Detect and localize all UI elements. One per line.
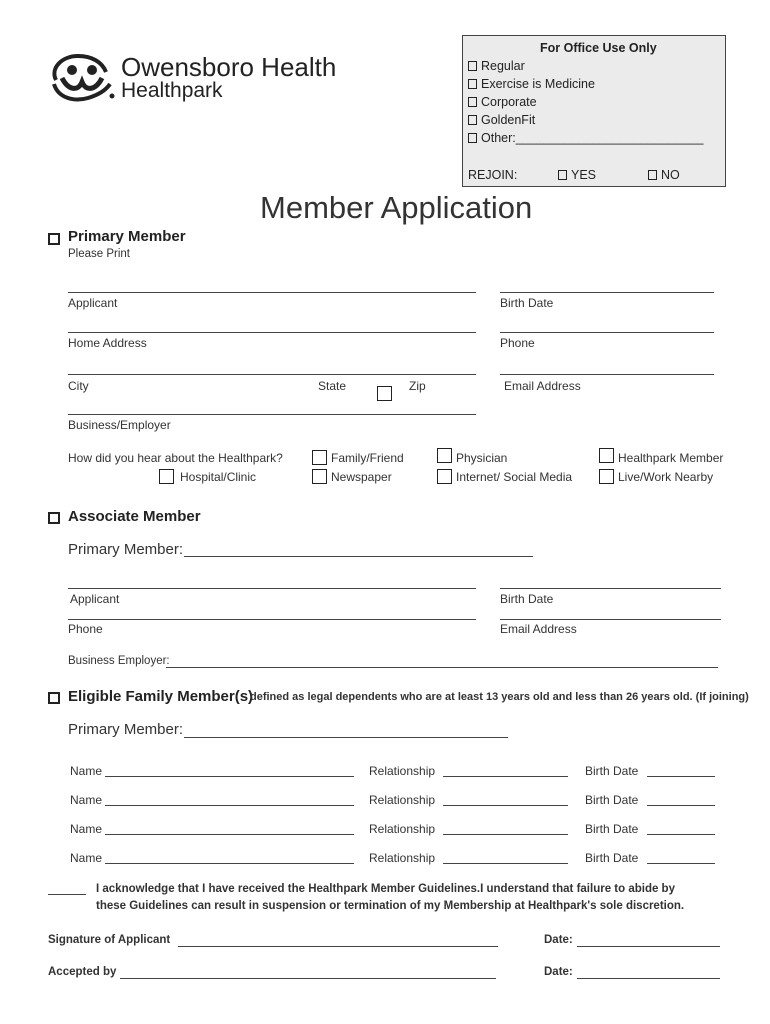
- healthpark-member-checkbox[interactable]: [599, 448, 614, 463]
- accepted-by-field[interactable]: [120, 978, 496, 979]
- family-birth-date-label: Birth Date: [585, 822, 639, 836]
- associate-phone-field[interactable]: [68, 619, 476, 620]
- checkbox[interactable]: [468, 97, 477, 107]
- checkbox[interactable]: [468, 61, 477, 71]
- hear-about-question: How did you hear about the Healthpark?: [68, 451, 283, 465]
- family-name-label: Name: [70, 822, 103, 836]
- signature-label: Signature of Applicant: [48, 934, 171, 946]
- family-name-label: Name: [70, 851, 103, 865]
- business-employer-label: Business/Employer: [68, 418, 171, 432]
- family-primary-member-field[interactable]: [184, 737, 508, 738]
- primary-member-checkbox[interactable]: [48, 233, 60, 245]
- associate-applicant-field[interactable]: [68, 588, 476, 589]
- please-print-note: Please Print: [68, 248, 131, 260]
- newspaper-checkbox[interactable]: [312, 469, 327, 484]
- family-primary-member-label: Primary Member:: [68, 721, 184, 738]
- checkbox[interactable]: [558, 170, 567, 180]
- email-label: Email Address: [504, 379, 581, 393]
- office-rejoin-label: REJOIN:: [468, 168, 518, 182]
- checkbox[interactable]: [468, 133, 477, 143]
- primary-member-heading: Primary Member: [68, 228, 186, 245]
- family-birth-date-field[interactable]: [647, 776, 715, 777]
- internet-social-label: Internet/ Social Media: [456, 470, 573, 484]
- option-label: NO: [661, 168, 680, 182]
- live-work-nearby-checkbox[interactable]: [599, 469, 614, 484]
- associate-birth-date-label: Birth Date: [500, 592, 554, 606]
- associate-phone-label: Phone: [68, 622, 103, 636]
- option-label: Other:___________________________: [481, 131, 704, 145]
- associate-member-checkbox[interactable]: [48, 512, 60, 524]
- option-label: Regular: [481, 59, 525, 73]
- family-members-checkbox[interactable]: [48, 692, 60, 704]
- healthpark-logo-icon: [48, 50, 118, 104]
- city-label: City: [68, 379, 89, 393]
- accepted-date-label: Date:: [544, 966, 573, 978]
- family-relationship-label: Relationship: [369, 851, 436, 865]
- hospital-clinic-checkbox[interactable]: [159, 469, 174, 484]
- family-birth-date-field[interactable]: [647, 805, 715, 806]
- phone-label: Phone: [500, 336, 535, 350]
- family-relationship-field[interactable]: [443, 834, 568, 835]
- logo-name-line2: Healthpark: [121, 79, 223, 102]
- family-members-description: defined as legal dependents who are at least 13 years old and less than 26 years old. (If joining): [250, 691, 749, 703]
- birth-date-field[interactable]: [500, 292, 714, 293]
- physician-label: Physician: [456, 451, 508, 465]
- applicant-label: Applicant: [68, 296, 118, 310]
- live-work-nearby-label: Live/Work Nearby: [618, 470, 714, 484]
- associate-email-field[interactable]: [500, 619, 721, 620]
- family-birth-date-field[interactable]: [647, 834, 715, 835]
- family-friend-checkbox[interactable]: [312, 450, 327, 465]
- associate-birth-date-field[interactable]: [500, 588, 721, 589]
- phone-field[interactable]: [500, 332, 714, 333]
- option-label: Corporate: [481, 95, 537, 109]
- family-birth-date-label: Birth Date: [585, 764, 639, 778]
- acknowledge-text-line2: these Guidelines can result in suspension or termination of my Membership at Healthpark's sole discretion.: [96, 900, 685, 912]
- associate-primary-member-field[interactable]: [184, 556, 533, 557]
- option-label: GoldenFit: [481, 113, 536, 127]
- family-relationship-field[interactable]: [443, 863, 568, 864]
- logo: [48, 50, 348, 104]
- office-use-title: For Office Use Only: [540, 41, 657, 55]
- healthpark-member-label: Healthpark Member: [618, 451, 724, 465]
- family-relationship-field[interactable]: [443, 776, 568, 777]
- office-use-box: [462, 35, 726, 187]
- associate-business-field[interactable]: [166, 667, 718, 668]
- zip-label: Zip: [409, 379, 426, 393]
- associate-member-heading: Associate Member: [68, 508, 201, 525]
- option-label: Exercise is Medicine: [481, 77, 595, 91]
- checkbox[interactable]: [468, 115, 477, 125]
- family-name-field[interactable]: [105, 776, 354, 777]
- family-name-label: Name: [70, 764, 103, 778]
- internet-social-checkbox[interactable]: [437, 469, 452, 484]
- checkbox[interactable]: [648, 170, 657, 180]
- office-option-exercise[interactable]: [468, 77, 595, 91]
- family-relationship-label: Relationship: [369, 793, 436, 807]
- associate-applicant-label: Applicant: [70, 592, 120, 606]
- home-address-field[interactable]: [68, 332, 476, 333]
- family-name-field[interactable]: [105, 834, 354, 835]
- business-employer-field[interactable]: [68, 414, 476, 415]
- family-members-heading: Eligible Family Member(s): [68, 688, 254, 705]
- associate-business-label: Business Employer:: [68, 655, 170, 667]
- logo-name-line1: Owensboro Health: [121, 52, 337, 82]
- office-option-other[interactable]: [468, 131, 703, 145]
- family-birth-date-label: Birth Date: [585, 851, 639, 865]
- checkbox[interactable]: [468, 79, 477, 89]
- family-birth-date-label: Birth Date: [585, 793, 639, 807]
- associate-email-label: Email Address: [500, 622, 577, 636]
- city-state-zip-field[interactable]: [68, 374, 476, 375]
- family-name-field[interactable]: [105, 863, 354, 864]
- signature-date-label: Date:: [544, 934, 573, 946]
- newspaper-label: Newspaper: [331, 470, 392, 484]
- email-field[interactable]: [500, 374, 714, 375]
- office-option-corporate[interactable]: [468, 95, 537, 109]
- family-relationship-field[interactable]: [443, 805, 568, 806]
- hospital-clinic-label: Hospital/Clinic: [180, 470, 257, 484]
- family-birth-date-field[interactable]: [647, 863, 715, 864]
- physician-checkbox[interactable]: [437, 448, 452, 463]
- family-relationship-label: Relationship: [369, 764, 436, 778]
- birth-date-label: Birth Date: [500, 296, 554, 310]
- office-option-goldenfit[interactable]: [468, 113, 535, 127]
- signature-date-field[interactable]: [577, 946, 720, 947]
- signature-field[interactable]: [178, 946, 498, 947]
- acknowledge-text-line1: I acknowledge that I have received the Healthpark Member Guidelines.I understand that failure to abide by: [96, 883, 675, 895]
- family-name-field[interactable]: [105, 805, 354, 806]
- home-address-label: Home Address: [68, 336, 147, 350]
- office-rejoin-yes[interactable]: [558, 168, 596, 182]
- family-name-label: Name: [70, 793, 103, 807]
- accepted-by-label: Accepted by: [48, 966, 117, 978]
- option-label: YES: [571, 168, 597, 182]
- state-checkbox[interactable]: [377, 386, 392, 401]
- family-friend-label: Family/Friend: [331, 451, 404, 465]
- page-title: Member Application: [260, 190, 533, 225]
- office-option-regular[interactable]: [468, 59, 525, 73]
- acknowledge-initials-field[interactable]: [48, 894, 86, 895]
- applicant-field[interactable]: [68, 292, 476, 293]
- accepted-date-field[interactable]: [577, 978, 720, 979]
- office-rejoin-no[interactable]: [648, 168, 680, 182]
- associate-primary-member-label: Primary Member:: [68, 541, 184, 558]
- state-label: State: [318, 379, 347, 393]
- family-relationship-label: Relationship: [369, 822, 436, 836]
